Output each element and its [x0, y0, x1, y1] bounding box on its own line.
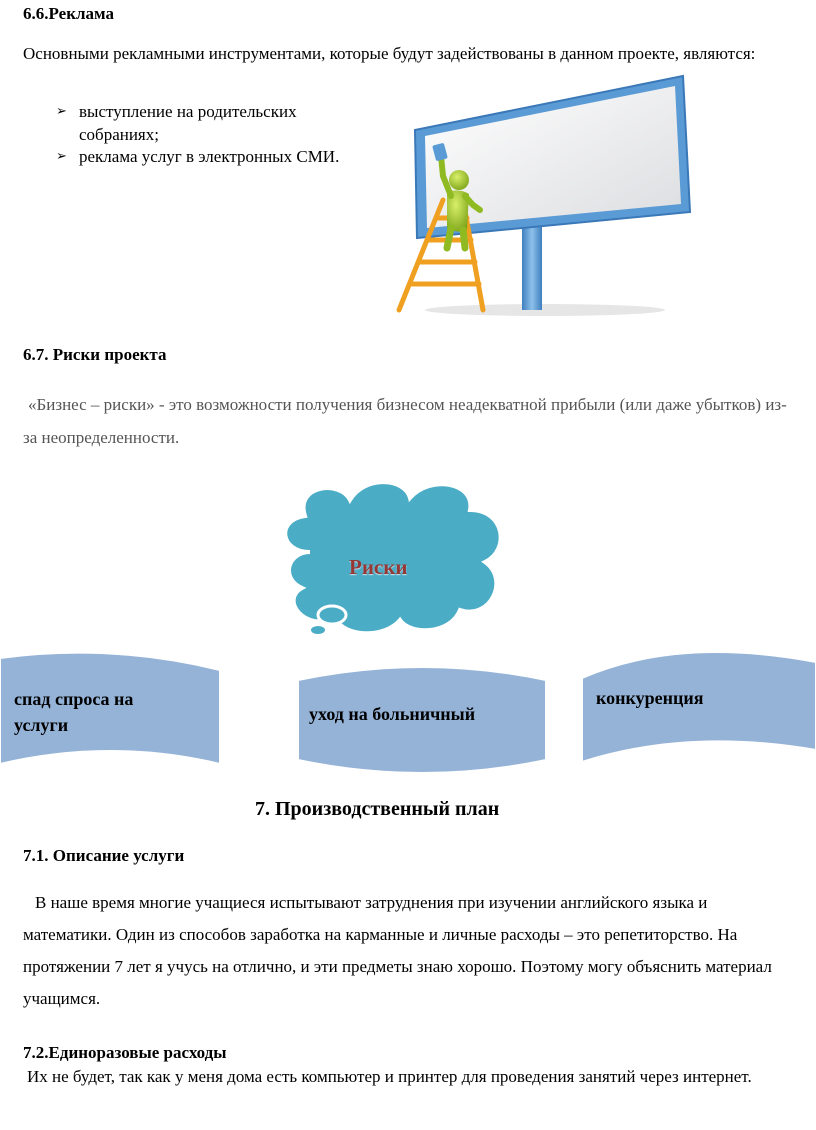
billboard-illustration: [385, 70, 700, 320]
bullet-item-1: выступление на родительских собраниях;: [79, 102, 297, 144]
bullet-item-2: реклама услуг в электронных СМИ.: [79, 147, 340, 166]
section-6-7-text: «Бизнес – риски» - это возможности получения бизнесом неадекватной прибыли (или даже убытков) из-за неопределенности.: [23, 395, 787, 447]
section-7-2-title: 7.2.Единоразовые расходы: [23, 1043, 227, 1062]
section-6-7-title: 6.7. Риски проекта: [23, 345, 167, 364]
risk-flag-2-text: уход на больничный: [309, 704, 476, 724]
section-7-1-text: В наше время многие учащиеся испытывают затруднения при изучении английского языка и математики. Один из способов заработка на карманные и личные расходы – это репетиторство. На протяжении 7 лет я учусь на отлично, и эти предметы знаю хорошо. Поэтому могу объяснить материал учащимся.: [23, 893, 772, 1008]
risk-flag-3-text: конкуренция: [596, 688, 704, 708]
section-6-6-intro: Основными рекламными инструментами, которые будут задействованы в данном проекте, являются:: [23, 44, 756, 63]
arrow-bullet-icon: ➢: [56, 148, 67, 163]
risk-flag-1-text: спад спроса на услуги: [14, 689, 134, 735]
section-7-2-text: Их не будет, так как у меня дома есть компьютер и принтер для проведения занятий через интернет.: [27, 1067, 752, 1086]
section-7-1-title: 7.1. Описание услуги: [23, 846, 185, 865]
section-7-title: 7. Производственный план: [255, 798, 500, 820]
section-6-6-title: 6.6.Реклама: [23, 4, 115, 23]
arrow-bullet-icon: ➢: [56, 103, 67, 118]
risk-cloud-label: Риски: [349, 555, 408, 579]
